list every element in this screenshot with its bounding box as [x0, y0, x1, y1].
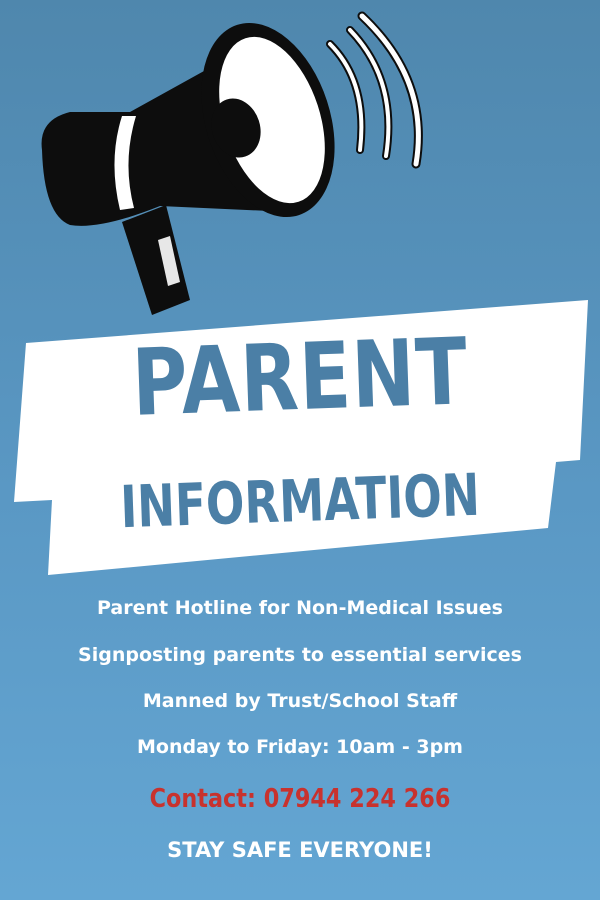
info-line-signposting: Signposting parents to essential services: [78, 644, 522, 666]
poster-title: PARENT: [130, 318, 470, 437]
closing-message: STAY SAFE EVERYONE!: [167, 838, 433, 862]
contact-number: Contact: 07944 224 266: [149, 784, 451, 814]
poster-subtitle: INFORMATION: [119, 460, 481, 542]
info-line-hotline: Parent Hotline for Non-Medical Issues: [96, 597, 503, 619]
info-line-hours: Monday to Friday: 10am - 3pm: [137, 736, 463, 758]
info-line-staffing: Manned by Trust/School Staff: [142, 690, 458, 712]
